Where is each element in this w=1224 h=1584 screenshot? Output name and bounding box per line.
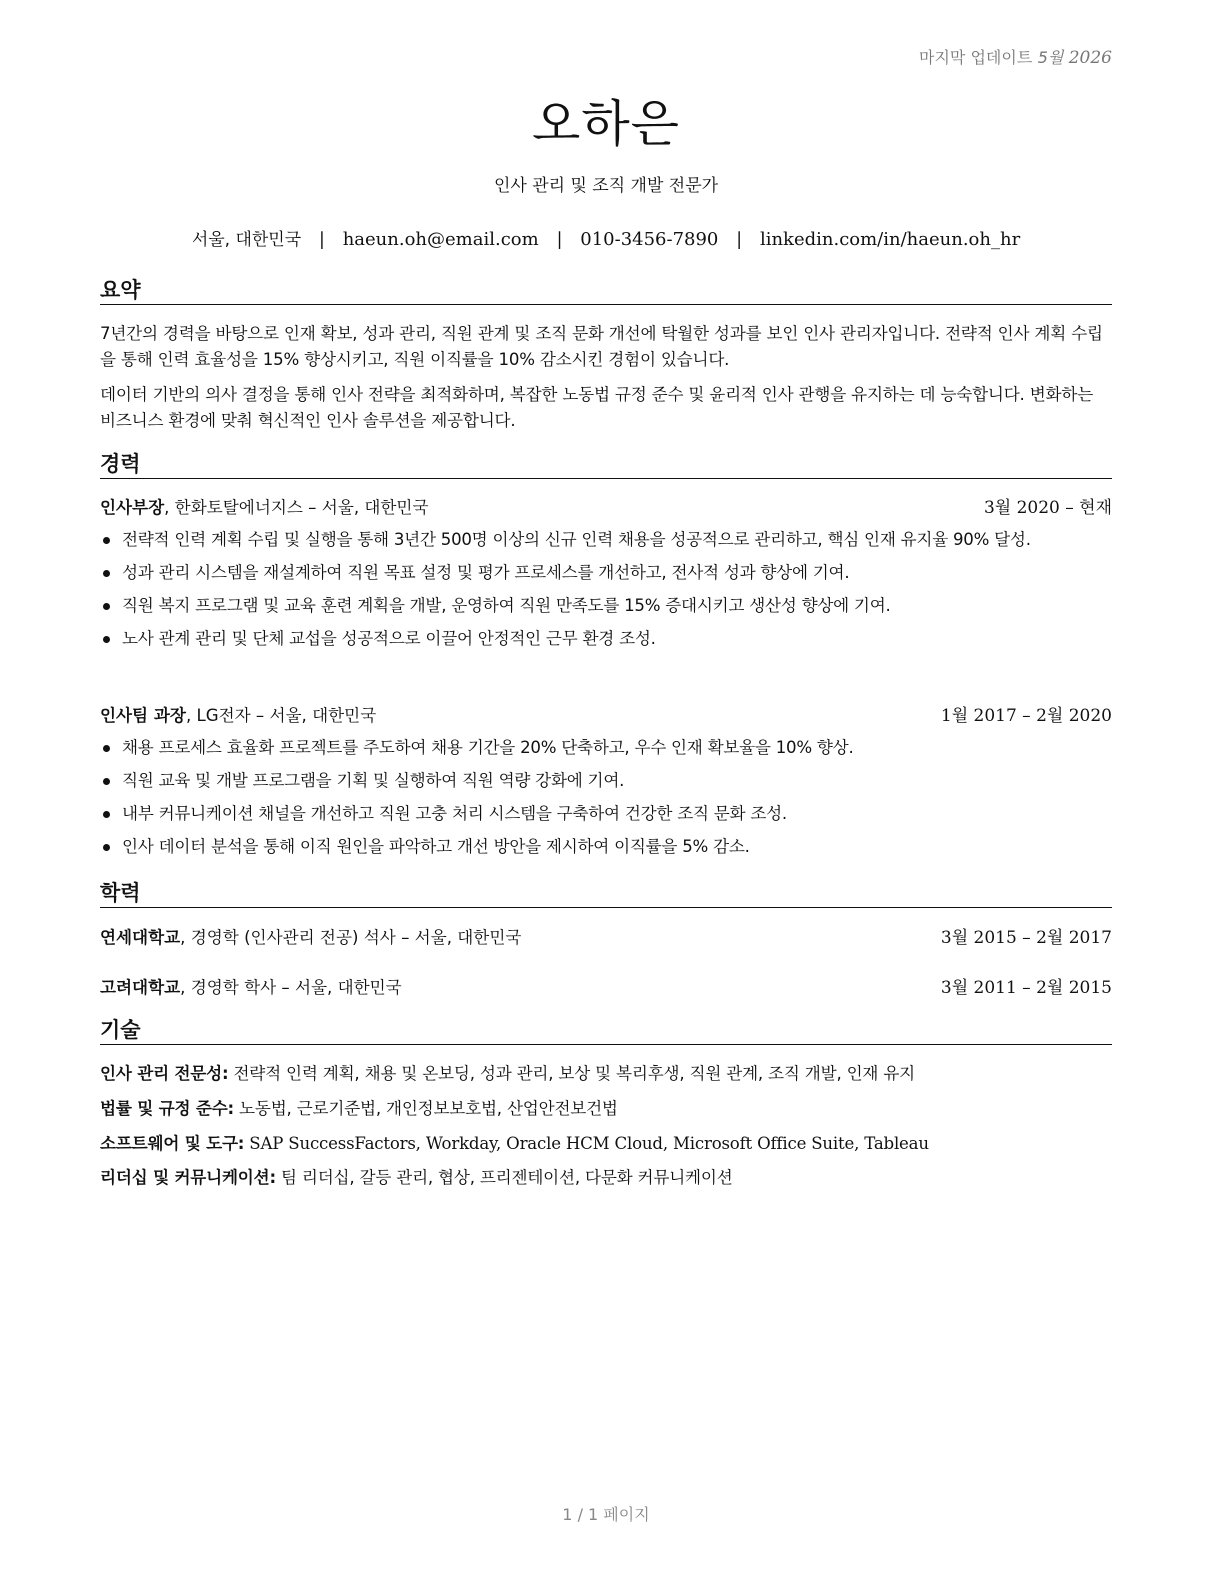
job-heading <box>100 496 1112 520</box>
skill-line <box>100 1097 1112 1121</box>
education-degree: , 경영학 학사 – 서울, 대한민국 <box>180 978 402 997</box>
job-heading <box>100 704 1112 728</box>
education-degree: , 경영학 (인사관리 전공) 석사 – 서울, 대한민국 <box>180 928 522 947</box>
skill-label: 법률 및 규정 준수: <box>100 1099 234 1118</box>
updated-label: 마지막 업데이트 <box>919 48 1033 67</box>
page-number: 1 / 1 페이지 <box>562 1505 650 1524</box>
contact-separator: | <box>736 229 743 250</box>
skill-line <box>100 1166 1112 1190</box>
skill-value: 전략적 인력 계획, 채용 및 온보딩, 성과 관리, 보상 및 복리후생, 직원 관계, 조직 개발, 인재 유지 <box>228 1064 915 1083</box>
job-role: 인사부장 <box>100 498 165 517</box>
contact-separator: | <box>556 229 563 250</box>
job-bullets <box>100 735 1112 867</box>
education-item <box>100 926 1112 950</box>
contact-location: 서울, 대한민국 <box>191 230 302 250</box>
list-item: 성과 관리 시스템을 재설계하여 직원 목표 설정 및 평가 프로세스를 개선하고, 전사적 성과 향상에 기여. <box>100 560 1112 585</box>
job-company: , LG전자 – 서울, 대한민국 <box>185 706 377 725</box>
updated-year: 2026 <box>1068 48 1112 68</box>
contact-line <box>100 225 1112 250</box>
education-dates: 3월 2011 – 2월 2015 <box>940 978 1112 998</box>
list-item: 노사 관계 관리 및 단체 교섭을 성공적으로 이끌어 안정적인 근무 환경 조성. <box>100 626 1112 651</box>
summary-paragraph: 7년간의 경력을 바탕으로 인재 확보, 성과 관리, 직원 관계 및 조직 문화 개선에 탁월한 성과를 보인 인사 관리자입니다. 전략적 인사 계획 수립을 통해 인력 효율성을 15% 향상시키고, 직원 이직률을 10% 감소시킨 경험이 있습니다. <box>100 324 1103 369</box>
list-item: 내부 커뮤니케이션 채널을 개선하고 직원 고충 처리 시스템을 구축하여 건강한 조직 문화 조성. <box>100 801 1112 826</box>
list-item: 직원 교육 및 개발 프로그램을 기획 및 실행하여 직원 역량 강화에 기여. <box>100 768 1112 793</box>
education-school: 고려대학교 <box>100 978 181 997</box>
list-item: 전략적 인력 계획 수립 및 실행을 통해 3년간 500명 이상의 신규 인력 채용을 성공적으로 관리하고, 핵심 인재 유지율 90% 달성. <box>100 527 1112 552</box>
contact-separator: | <box>318 229 325 250</box>
section-title-experience: 경력 <box>100 451 1112 479</box>
skill-value: 노동법, 근로기준법, 개인정보보호법, 산업안전보건법 <box>233 1099 618 1118</box>
list-item: 인사 데이터 분석을 통해 이직 원인을 파악하고 개선 방안을 제시하여 이직률을 5% 감소. <box>100 834 1112 859</box>
education-school: 연세대학교 <box>100 928 181 947</box>
job-role: 인사팀 과장 <box>100 706 186 725</box>
contact-linkedin[interactable]: linkedin.com/in/haeun.oh_hr <box>759 229 1021 250</box>
summary-paragraph: 데이터 기반의 의사 결정을 통해 인사 전략을 최적화하며, 복잡한 노동법 규정 준수 및 윤리적 인사 관행을 유지하는 데 능숙합니다. 변화하는 비즈니스 환경에 맞춰 혁신적인 인사 솔루션을 제공합니다. <box>100 385 1094 430</box>
education-item <box>100 976 1112 1000</box>
candidate-headline: 인사 관리 및 조직 개발 전문가 <box>493 176 719 196</box>
skill-label: 리더십 및 커뮤니케이션: <box>100 1168 276 1187</box>
skill-value: SAP SuccessFactors, Workday, Oracle HCM Cloud, Microsoft Office Suite, Tableau <box>244 1134 929 1153</box>
job-company: , 한화토탈에너지스 – 서울, 대한민국 <box>164 498 429 517</box>
updated-month: 5월 <box>1037 48 1064 67</box>
list-item: 직원 복지 프로그램 및 교육 훈련 계획을 개발, 운영하여 직원 만족도를 15% 증대시키고 생산성 향상에 기여. <box>100 593 1112 618</box>
education-dates: 3월 2015 – 2월 2017 <box>940 928 1112 948</box>
job-bullets <box>100 527 1112 659</box>
job-dates: 3월 2020 – 현재 <box>983 498 1112 518</box>
skill-label: 소프트웨어 및 도구: <box>100 1134 245 1153</box>
skill-label: 인사 관리 전문성: <box>100 1064 229 1083</box>
section-title-skills: 기술 <box>100 1017 1112 1045</box>
resume-page <box>100 0 1112 1584</box>
section-title-education: 학력 <box>100 880 1112 908</box>
skill-value: 팀 리더십, 갈등 관리, 협상, 프리젠테이션, 다문화 커뮤니케이션 <box>275 1168 733 1187</box>
contact-email[interactable]: haeun.oh@email.com <box>342 229 539 250</box>
section-title-summary: 요약 <box>100 277 1112 305</box>
job-dates: 1월 2017 – 2월 2020 <box>940 706 1112 726</box>
skill-line <box>100 1062 1112 1086</box>
contact-phone: 010-3456-7890 <box>580 229 719 250</box>
list-item: 채용 프로세스 효율화 프로젝트를 주도하여 채용 기간을 20% 단축하고, 우수 인재 확보율을 10% 향상. <box>100 735 1112 760</box>
last-updated <box>919 45 1112 68</box>
candidate-name: 오하은 <box>532 95 680 153</box>
skill-line <box>100 1132 1112 1156</box>
